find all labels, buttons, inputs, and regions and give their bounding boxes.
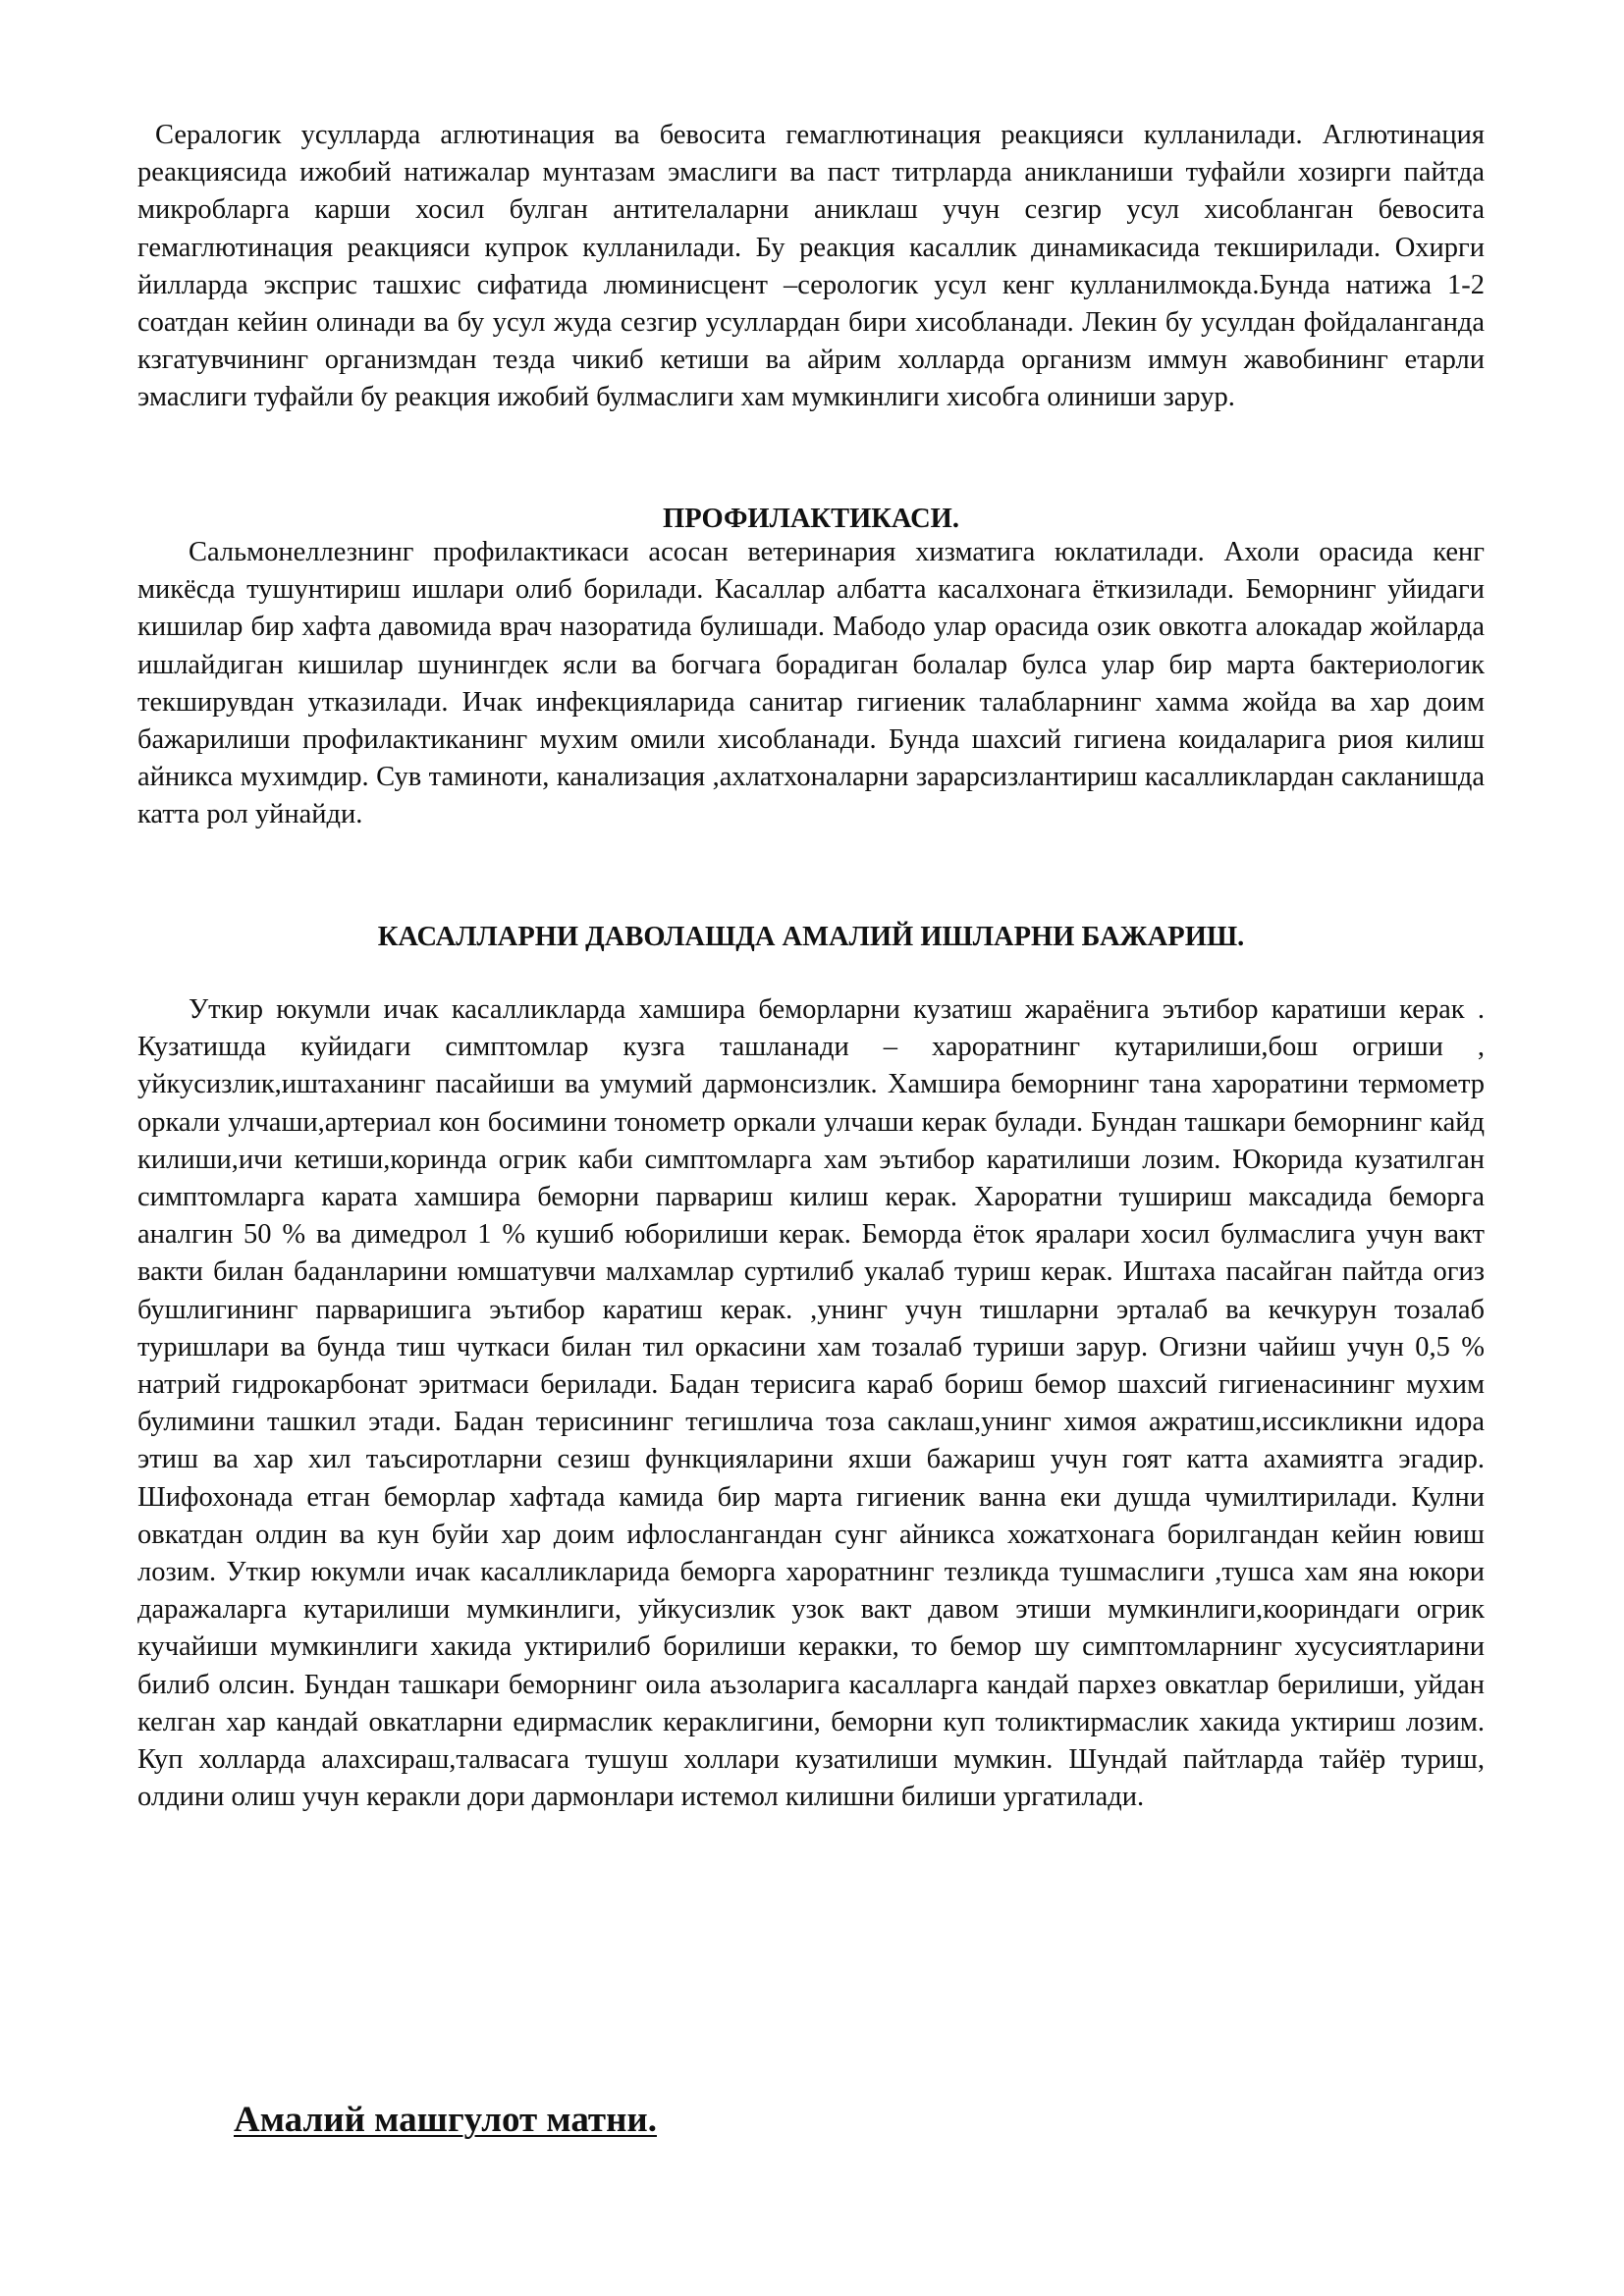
heading-treatment: КАСАЛЛАРНИ ДАВОЛАШДА АМАЛИЙ ИШЛАРНИ БАЖАРИШ. <box>377 922 1245 952</box>
paragraph-prophylaxis: Сальмонеллезнинг профилактикаси асосан ветеринария хизматига юклатилади. Ахоли орасида кенг микёсда тушунтириш ишлари олиб борилади. Касаллар албатта касалхонага ёткизилади. Беморнинг уйидаги кишилар бир хафта давомида врач назоратида булишади. Мабодо улар орасида озик овкотга алокадар жойларда ишлайдиган кишилар шунингдек ясли ва богчага борадиган болалар булса улар бир марта бактериологик текширувдан утказилади. Ичак инфекцияларида санитар гигиеник талабларнинг хамма жойда ва хар доим бажарилиши профилактиканинг мухим омили хисобланади. Бунда шахсий гигиена коидаларига риоя килиш айникса мухимдир. Сув таминоти, канализация ,ахлатхоналарни зарарсизлантириш касалликлардан сакланишда катта рол уйнайди. <box>137 537 1485 830</box>
paragraph-treatment: Уткир юкумли ичак касалликларда хамшира беморларни кузатиш жараёнига эътибор каратиши керак . Кузатишда куйидаги симптомлар кузга ташланади – хароратнинг кутарилиши,бош огриши , уйкусизлик,иштаханинг пасайиши ва умумий дармонсизлик. Хамшира беморнинг тана хароратини термометр оркали улчаши,артериал кон босимини тонометр оркали улчаши керак булади. Бундан ташкари беморнинг кайд килиши,ичи кетиши,коринда огрик каби симптомларга хам эътибор каратилиши лозим. Юкорида кузатилган симптомларга карата хамшира беморни парвариш килиш керак. Хароратни тушириш максадида беморга аналгин 50 % ва димедрол 1 % кушиб юборилиши керак. Беморда ёток яралари хосил булмаслига учун вакт вакти билан баданларини юмшатувчи малхамлар суртилиб укалаб туриш керак. Иштаха пасайган пайтда огиз бушлигининг парваришига эътибор каратиш керак. ,унинг учун тишларни эрталаб ва кечкурун тозалаб туришлари ва бунда тиш чуткаси билан тил оркасини хам тозалаб туриши зарур. Огизни чайиш учун 0,5 % натрий гидрокарбонат эритмаси берилади. Бадан терисига караб бориш бемор шахсий гигиенасининг мухим булимини ташкил этади. Бадан терисининг тегишлича тоза саклаш,унинг химоя ажратиш,иссикликни идора этиш ва хар хил таъсиротларни сезиш функцияларини яхши бажариш учун гоят катта ахамиятга эгадир. Шифохонада етган беморлар хафтада камида бир марта гигиеник ванна еки душда чумилтирилади. Кулни овкатдан олдин ва кун буйи хар доим ифлослангандан сунг айникса хожатхонага борилгандан кейин ювиш лозим. Уткир юкумли ичак касалликларида беморга хароратнинг тезликда тушмаслиги ,тушса хам яна юкори даражаларга кутарилиши мумкинлиги, уйкусизлик узок вакт давом этиши мумкинлиги,коориндаги огрик кучайиши мумкинлиги хакида уктирилиб борилиши керакки, то бемор шу симптомларнинг хусусиятларини билиб олсин. Бундан ташкари беморнинг оила аъзоларига касалларга кандай пархез овкатлар берилиши, уйдан келган хар кандай овкатларни едирмаслик кераклигини, беморни куп толиктирмаслик хакида уктириш лозим. Куп холларда алахсираш,талвасага тушуш холлари кузатилиши мумкин. Шундай пайтларда тайёр туриш, олдини олиш учун керакли дори дармонлари истемол килишни билиши ургатилади. <box>137 994 1485 1813</box>
heading-practical-lesson: Амалий машгулот матни. <box>234 2100 657 2140</box>
paragraph-serology: Сералогик усулларда аглютинация ва бевосита гемаглютинация реакцияси кулланилади. Аглютинация реакциясида ижобий натижалар мунтазам эмаслиги ва паст титрларда аникланиши туфайли хозирги пайтда микробларга карши хосил булган антителаларни аниклаш учун сезгир усул хисобланган бевосита гемаглютинация реакцияси купрок кулланилади. Бу реакция касаллик динамикасида текширилади. Охирги йилларда эксприс ташхис сифатида люминисцент –серологик усул кенг кулланилмокда.Бунда натижа 1-2 соатдан кейин олинади ва бу усул жуда сезгир усуллардан бири хисобланади. Лекин бу усулдан фойдаланганда кзгатувчининг организмдан тезда чикиб кетиши ва айрим холларда организм иммун жавобининг етарли эмаслиги туфайли бу реакция ижобий булмаслиги хам мумкинлиги хисобга олиниши зарур. <box>137 120 1485 413</box>
heading-prophylaxis: ПРОФИЛАКТИКАСИ. <box>663 504 959 534</box>
